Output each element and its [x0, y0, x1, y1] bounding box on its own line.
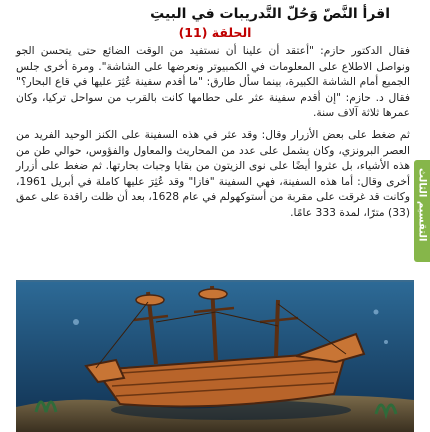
instruction-heading: اقرأ النَّصّ وَحُلّ التَّدريبات في البيتِ — [150, 6, 390, 22]
shipwreck-illustration — [16, 280, 414, 432]
mast-3 — [276, 300, 278, 356]
section-side-tab — [414, 160, 430, 262]
section-side-tab-label: التقسيم الثالث — [416, 168, 428, 242]
story-paragraph-1: فقال الدكتور حازم: "أعتقد أن علينا أن نستفيد من الوقت الضائع حتى يتحسن الجو ونواصل الاطلاع على المعلومات في الكمبيوتر ونعرضها على الشاشة". ومرة أخرى جلس الجميع أمام الشاشة الكبيرة، بينما سأل طارق: "ما أقدم سفينة عُثِرَ عليها في قاع البحار؟" فقال د. حازم: "إن أقدم سفينة عثر على حطامها كانت بالقرب من سواحل تركيا، وكان عمرها ثلاثة آلاف سنة. — [16, 44, 410, 120]
story-text — [16, 43, 410, 221]
story-paragraph-2: ثم ضغط على بعض الأزرار وقال: وقد عثر في هذه السفينة على الكنز الوحيد الفريد من العصر البرونزي، وكان يشمل على عدد من المحاريث والمعاول والفؤوس، حوالي طن من هذه الأشياء، بل عثروا أيضًا على نوى الزيتون من بقايا وجبات بحارتها. ثم ضغط على أزرار أخرى وقال: أما هذه السفينة، فهي السفينة "فازا" وقد عُثِرَ عليها كاملة في أبريل 1961، وكانت قد غرقت على مقربة من أستوكهولم في عام 1628، بعد أن ظلت راقدة على عمق (33) مترًا، لمدة 333 عامًا. — [16, 127, 410, 219]
shipwreck-image — [16, 282, 414, 432]
episode-title: الحلقة (11) — [178, 25, 252, 40]
